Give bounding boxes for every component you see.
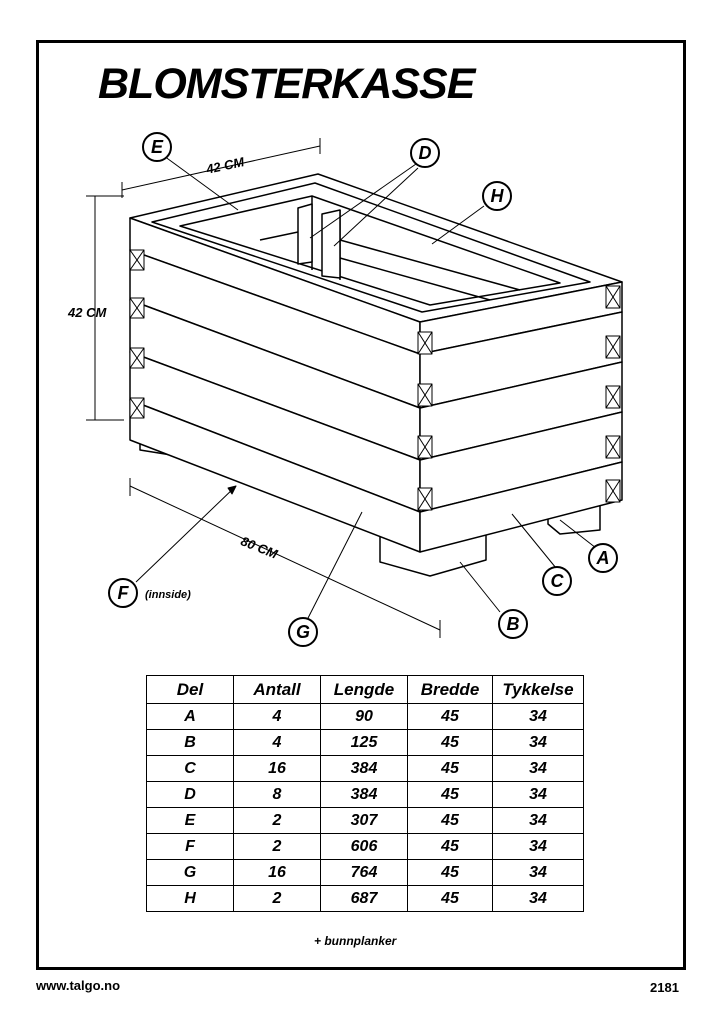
cell-antall: 2 [234, 834, 321, 860]
cell-lengde: 307 [321, 808, 408, 834]
length-dimension-label: 80 CM [238, 533, 280, 562]
cell-antall: 2 [234, 808, 321, 834]
callout-e: E [142, 132, 172, 162]
footer-code: 2181 [650, 980, 679, 995]
cell-lengde: 90 [321, 704, 408, 730]
cell-bredde: 45 [408, 782, 493, 808]
header-lengde: Lengde [321, 676, 408, 704]
cell-lengde: 384 [321, 756, 408, 782]
header-tykkelse: Tykkelse [493, 676, 584, 704]
cell-antall: 16 [234, 860, 321, 886]
header-antall: Antall [234, 676, 321, 704]
table-header-row [147, 676, 584, 704]
callout-h: H [482, 181, 512, 211]
cell-del: C [147, 756, 234, 782]
cell-tykkelse: 34 [493, 834, 584, 860]
footer-url[interactable]: www.talgo.no [36, 978, 121, 993]
cell-bredde: 45 [408, 860, 493, 886]
cell-antall: 16 [234, 756, 321, 782]
table-row [147, 782, 584, 808]
table-row [147, 730, 584, 756]
callout-f-note: (innside) [145, 589, 191, 601]
cell-tykkelse: 34 [493, 730, 584, 756]
table-row [147, 756, 584, 782]
parts-table [146, 675, 584, 912]
cell-del: H [147, 886, 234, 912]
cell-bredde: 45 [408, 834, 493, 860]
cell-tykkelse: 34 [493, 886, 584, 912]
height-dimension-label: 42 CM [68, 305, 107, 320]
cell-antall: 2 [234, 886, 321, 912]
cell-bredde: 45 [408, 704, 493, 730]
cell-tykkelse: 34 [493, 756, 584, 782]
cell-antall: 8 [234, 782, 321, 808]
table-row [147, 886, 584, 912]
header-del: Del [147, 676, 234, 704]
table-row [147, 834, 584, 860]
cell-lengde: 606 [321, 834, 408, 860]
table-row [147, 808, 584, 834]
cell-bredde: 45 [408, 808, 493, 834]
cell-tykkelse: 34 [493, 808, 584, 834]
cell-lengde: 125 [321, 730, 408, 756]
cell-bredde: 45 [408, 730, 493, 756]
cell-bredde: 45 [408, 886, 493, 912]
width-dimension-label: 42 CM [204, 154, 246, 177]
cell-del: A [147, 704, 234, 730]
table-note: + bunnplanker [314, 934, 397, 948]
callout-g: G [288, 617, 318, 647]
callout-d: D [410, 138, 440, 168]
cell-del: G [147, 860, 234, 886]
table-row [147, 860, 584, 886]
cell-tykkelse: 34 [493, 704, 584, 730]
cell-antall: 4 [234, 730, 321, 756]
callout-f: F [108, 578, 138, 608]
cell-del: E [147, 808, 234, 834]
cell-antall: 4 [234, 704, 321, 730]
cell-del: B [147, 730, 234, 756]
cell-tykkelse: 34 [493, 860, 584, 886]
table-row [147, 704, 584, 730]
callout-b: B [498, 609, 528, 639]
header-bredde: Bredde [408, 676, 493, 704]
cell-lengde: 687 [321, 886, 408, 912]
callout-c: C [542, 566, 572, 596]
cell-lengde: 384 [321, 782, 408, 808]
callout-a: A [588, 543, 618, 573]
cell-del: D [147, 782, 234, 808]
cell-tykkelse: 34 [493, 782, 584, 808]
page-title: BLOMSTERKASSE [98, 60, 475, 108]
cell-lengde: 764 [321, 860, 408, 886]
cell-bredde: 45 [408, 756, 493, 782]
cell-del: F [147, 834, 234, 860]
